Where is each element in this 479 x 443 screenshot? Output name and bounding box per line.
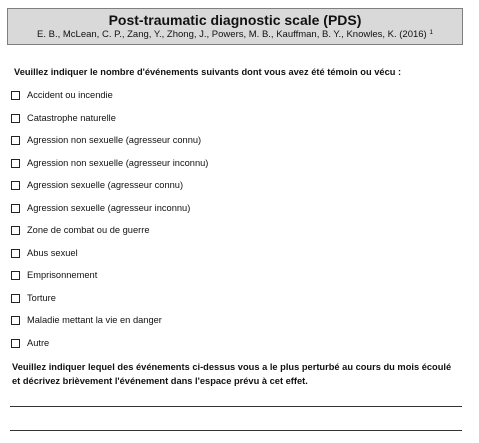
answer-line-2[interactable] [10,430,462,431]
option-natural-disaster[interactable] [11,112,208,135]
option-life-threatening-illness[interactable] [11,314,208,337]
checkbox-icon[interactable] [11,136,20,145]
option-sexual-assault-known[interactable] [11,179,208,202]
option-label: Agression sexuelle (agresseur inconnu) [27,202,191,213]
option-label: Catastrophe naturelle [27,112,116,123]
option-label: Torture [27,292,56,303]
option-label: Accident ou incendie [27,90,113,100]
checkbox-icon[interactable] [11,204,20,213]
option-label: Emprisonnement [27,270,98,280]
option-accident[interactable] [11,89,208,112]
checkbox-icon[interactable] [11,181,20,190]
answer-line-1[interactable] [10,406,462,407]
checkbox-icon[interactable] [11,91,20,100]
option-nonsexual-assault-unknown[interactable] [11,157,208,180]
option-label: Abus sexuel [27,247,78,258]
instruction-text [12,360,477,388]
option-label: Maladie mettant la vie en danger [27,315,162,325]
citation-superscript: 1 [429,29,433,36]
checkbox-icon[interactable] [11,114,20,123]
instruction-line-1: Veuillez indiquer lequel des événements ci-dessus vous a le plus perturbé au cours du mois écoulé [12,362,452,372]
option-imprisonment[interactable] [11,269,208,292]
instruction-line-2: et décrivez brièvement l'événement dans l'espace prévu à cet effet. [12,376,308,386]
option-label: Autre [27,337,50,348]
checkbox-icon[interactable] [11,339,20,348]
checkbox-icon[interactable] [11,316,20,325]
checkbox-icon[interactable] [11,249,20,258]
header-box [7,8,463,45]
checkbox-icon[interactable] [11,226,20,235]
option-label: Agression sexuelle (agresseur connu) [27,180,184,190]
option-sexual-assault-unknown[interactable] [11,202,208,225]
option-other[interactable] [11,337,208,360]
checkbox-icon[interactable] [11,159,20,168]
option-label: Zone de combat ou de guerre [27,225,150,235]
option-nonsexual-assault-known[interactable] [11,134,208,157]
option-sexual-abuse[interactable] [11,247,208,270]
checkbox-icon[interactable] [11,271,20,280]
option-label: Agression non sexuelle (agresseur inconnu) [27,157,209,168]
form-title: Post-traumatic diagnostic scale (PDS) [108,12,362,28]
option-combat-zone[interactable] [11,224,208,247]
option-label: Agression non sexuelle (agresseur connu) [27,135,202,145]
question-text: Veuillez indiquer le nombre d'événements suivants dont vous avez été témoin ou vécu : [14,67,402,77]
option-torture[interactable] [11,292,208,315]
options-list [11,89,208,359]
checkbox-icon[interactable] [11,294,20,303]
citation [8,29,462,41]
citation-text: E. B., McLean, C. P., Zang, Y., Zhong, J., Powers, M. B., Kauffman, B. Y., Knowles, K. (2016) [37,29,427,40]
